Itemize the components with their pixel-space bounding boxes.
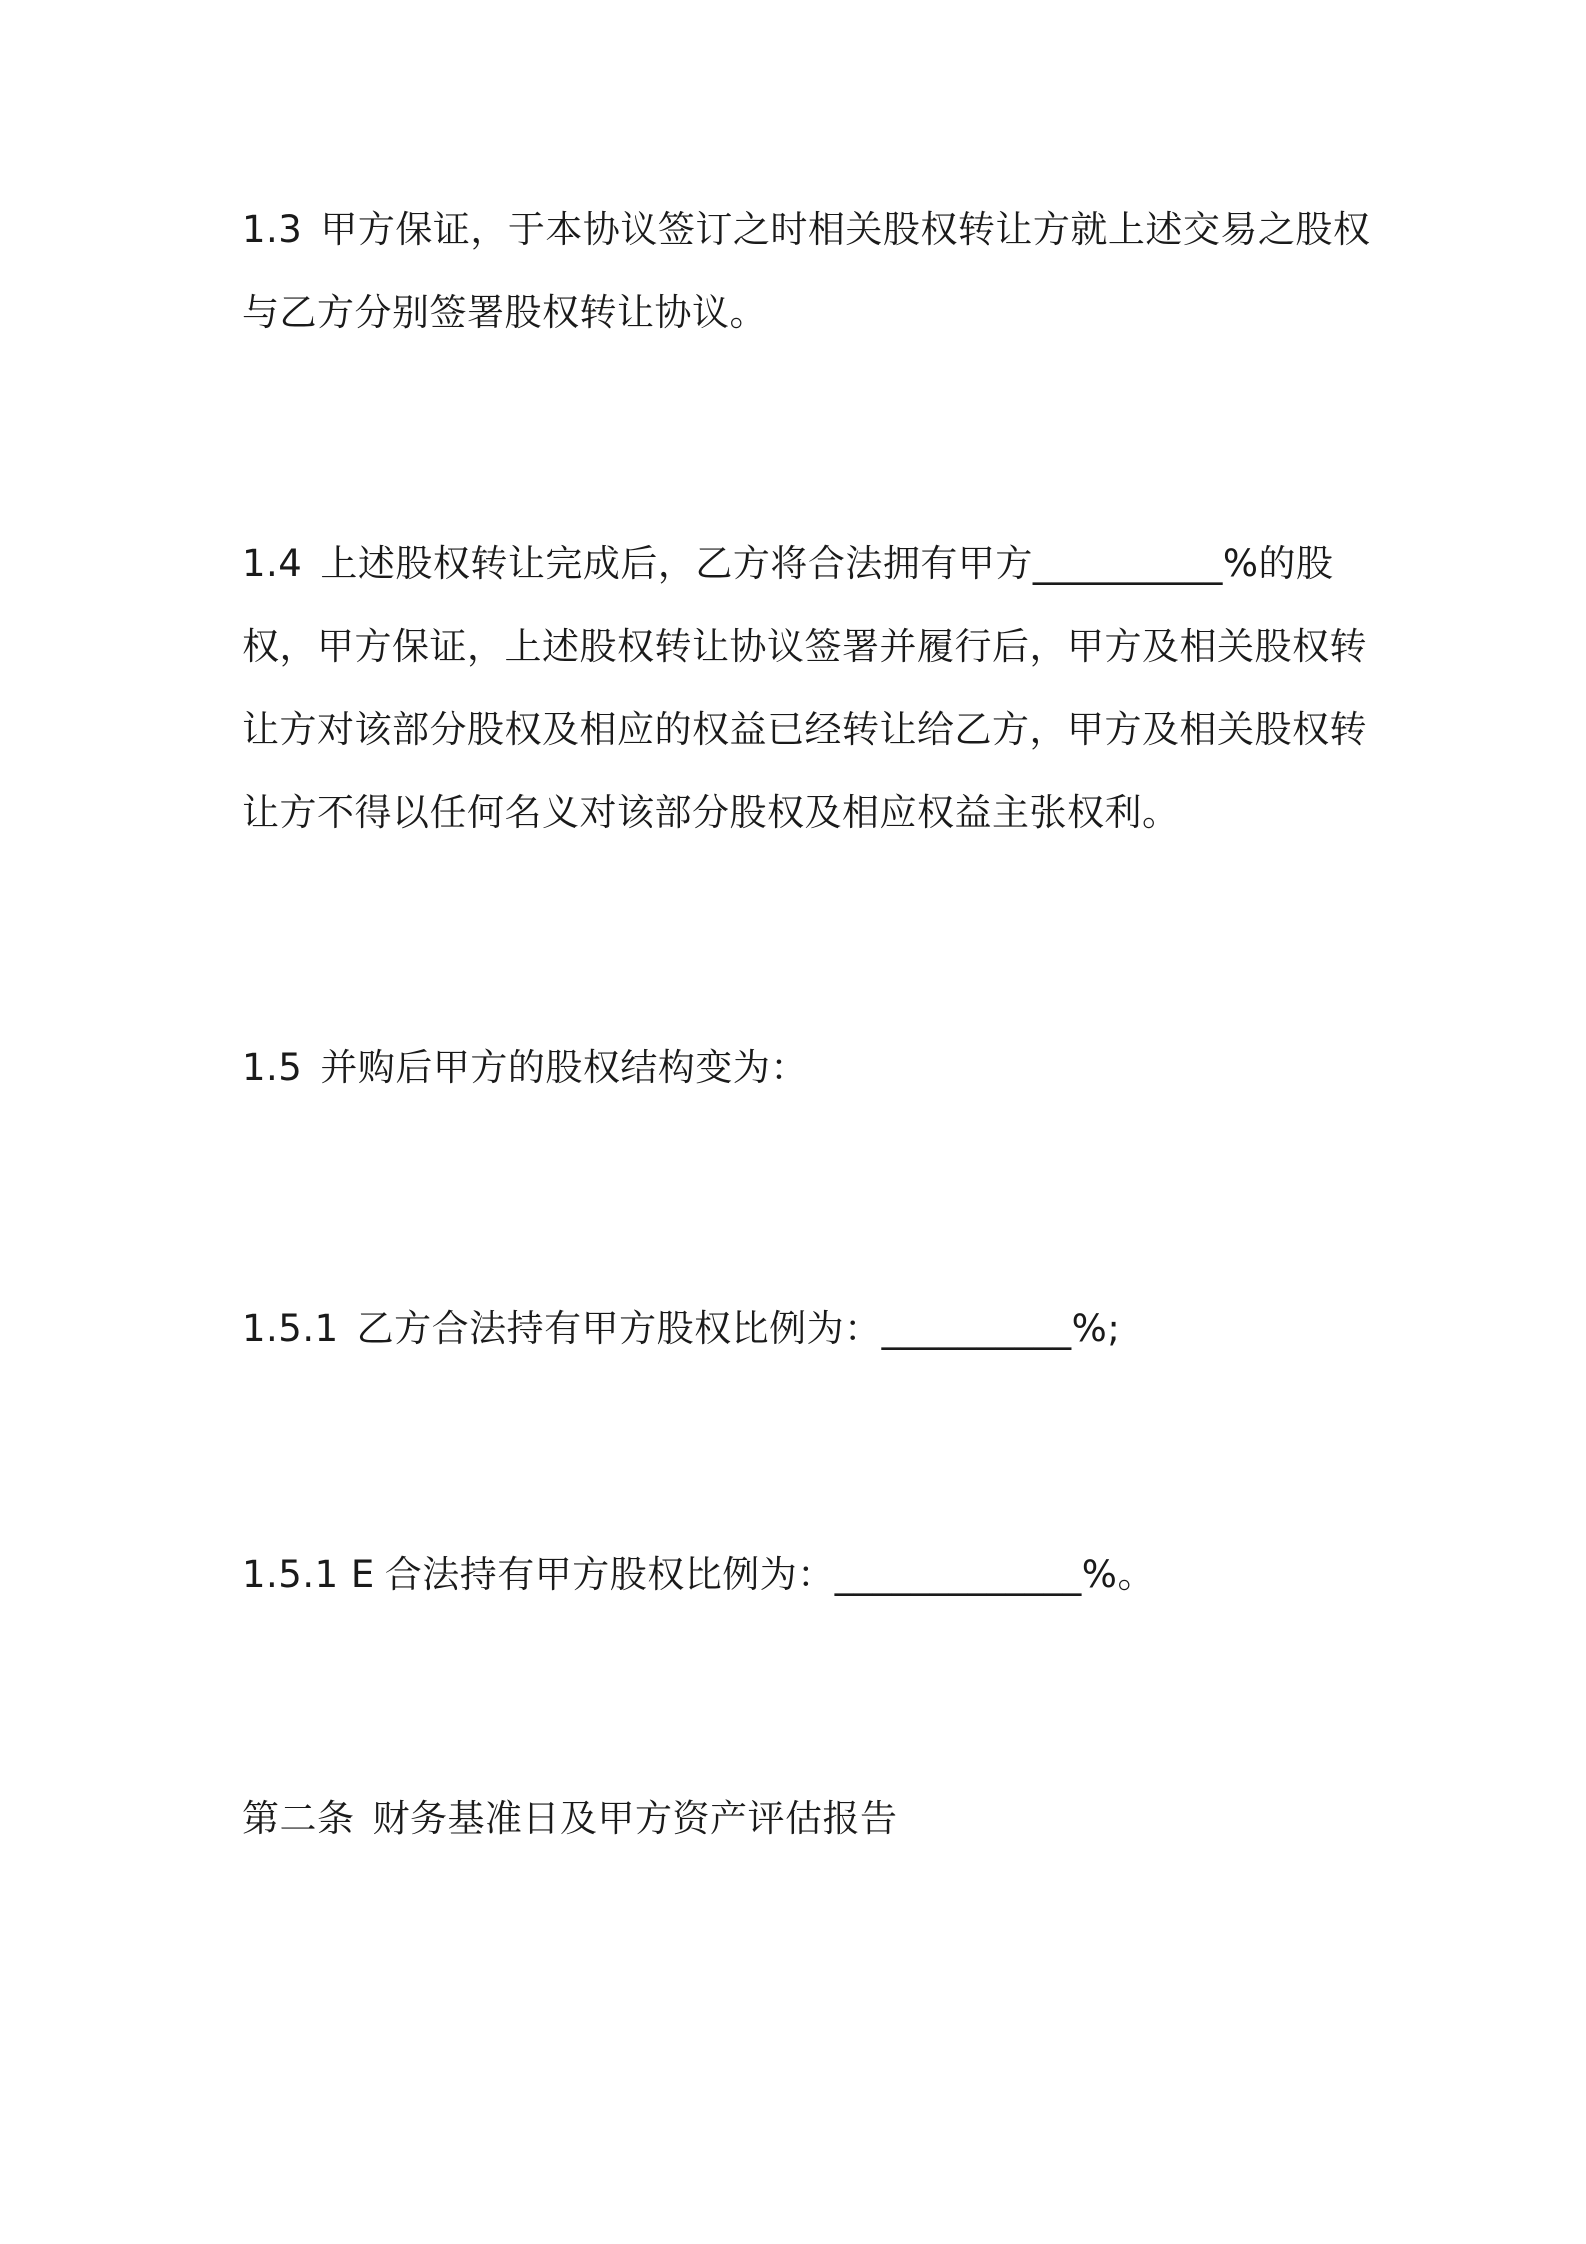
clause-number: 1.5 — [242, 1046, 303, 1089]
clause-1-3-line-2: 与乙方分别签署股权转让协议。 — [242, 291, 767, 334]
clause-text: 合法持有甲方股权比例为：_____________%。 — [384, 1553, 1155, 1596]
clause-number: 1.4 — [242, 542, 303, 585]
clause-1-5-1-a-line-1 — [242, 1287, 1358, 1370]
clause-1-5-1-a — [242, 1287, 1358, 1370]
clause-text: 并购后甲方的股权结构变为： — [320, 1046, 808, 1089]
clause-1-4-line-1 — [242, 522, 1358, 605]
clause-1-5-line-1 — [242, 1026, 1358, 1109]
clause-text: 乙方合法持有甲方股权比例为：__________%; — [356, 1307, 1121, 1350]
clause-1-4-line-4: 让方不得以任何名义对该部分股权及相应权益主张权利。 — [242, 791, 1180, 834]
clause-1-5-1-b-line-1 — [242, 1533, 1358, 1616]
article-2-heading — [242, 1777, 1358, 1860]
clause-1-5 — [242, 1026, 1358, 1109]
clause-1-4-line-3: 让方对该部分股权及相应的权益已经转让给乙方，甲方及相关股权转 — [242, 708, 1367, 751]
clause-number: 1.3 — [242, 208, 303, 251]
clause-1-3 — [242, 188, 1371, 354]
clause-number: 1.5.1 E — [242, 1553, 375, 1596]
clause-1-5-1-b — [242, 1533, 1358, 1616]
clause-1-3-line-1 — [242, 188, 1371, 271]
clause-text: 甲方保证，于本协议签订之时相关股权转让方就上述交易之股权 — [320, 208, 1371, 251]
article-title: 财务基准日及甲方资产评估报告 — [372, 1797, 898, 1840]
article-2-line-1 — [242, 1777, 1358, 1860]
article-number: 第二条 — [242, 1797, 355, 1840]
clause-1-4-line-2: 权，甲方保证，上述股权转让协议签署并履行后，甲方及相关股权转 — [242, 625, 1367, 668]
clause-number: 1.5.1 — [242, 1307, 339, 1350]
clause-text: 上述股权转让完成后，乙方将合法拥有甲方__________%的股 — [320, 542, 1334, 585]
clause-1-4 — [242, 522, 1367, 854]
